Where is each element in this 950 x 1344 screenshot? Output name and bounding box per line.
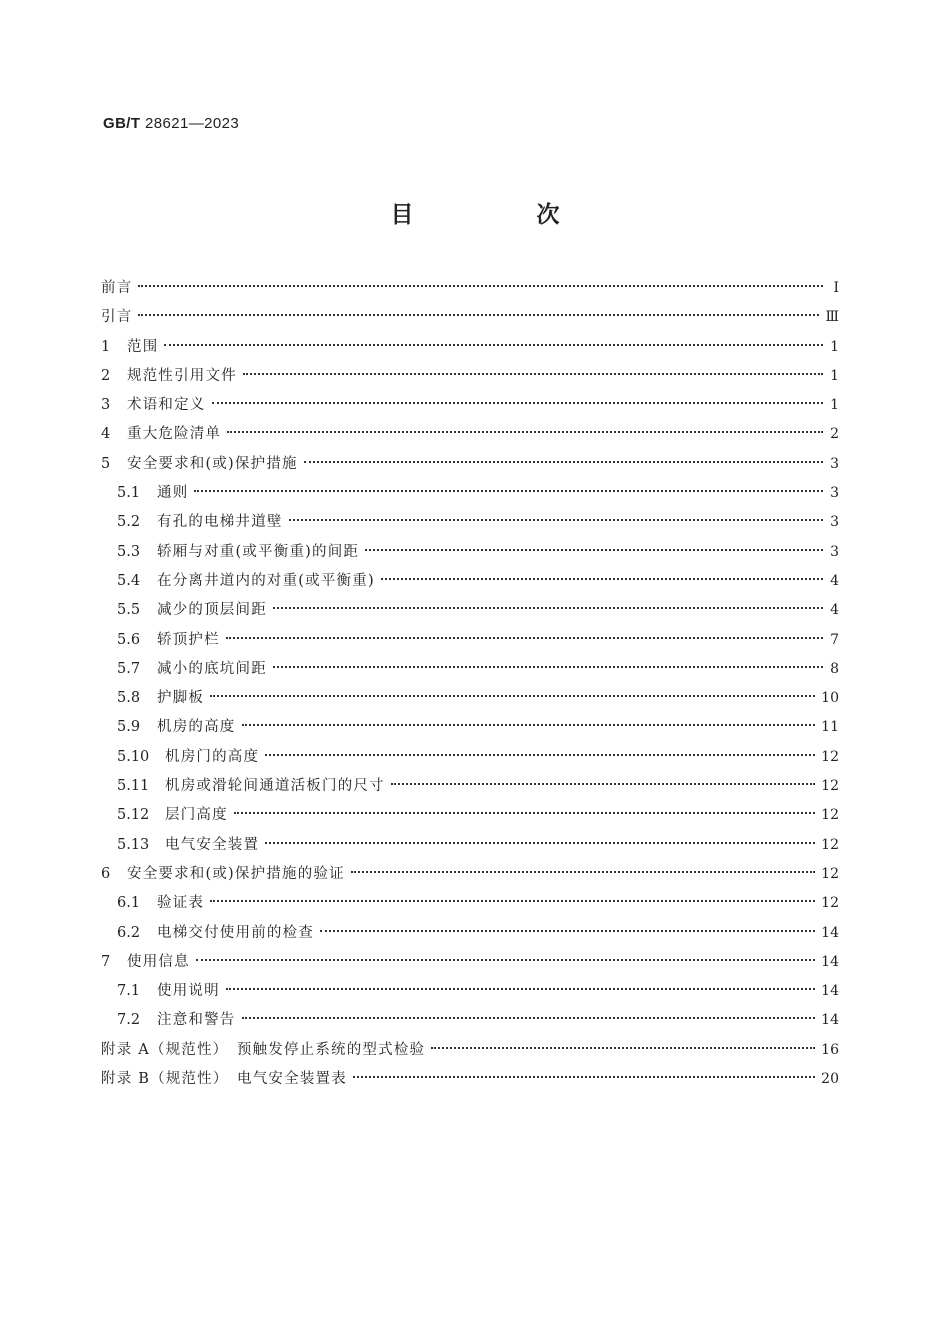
toc-entry-page: 4 — [830, 572, 839, 589]
dot-leader — [242, 1017, 816, 1019]
dot-leader — [138, 314, 819, 316]
standard-prefix: GB/T — [103, 115, 141, 132]
toc-entry-number: 7.1 — [117, 983, 141, 1000]
toc-entry-number: 5.1 — [117, 485, 141, 502]
toc-entry[interactable] — [101, 860, 839, 889]
toc-entry-page: 3 — [830, 485, 839, 502]
toc-entry-number: 6.1 — [117, 895, 141, 912]
toc-entry[interactable] — [101, 1006, 839, 1035]
toc-entry-number: 5.10 — [117, 748, 150, 765]
dot-leader — [431, 1047, 815, 1049]
toc-entry-page: 14 — [821, 953, 839, 970]
toc-entry[interactable] — [101, 508, 839, 537]
toc-entry-number: 5.6 — [117, 631, 141, 648]
toc-entry-title: 机房的高度 — [157, 719, 236, 736]
toc-entry[interactable] — [101, 713, 839, 742]
toc-entry-title: 电梯交付使用前的检查 — [157, 924, 314, 941]
toc-entry-page: 1 — [830, 367, 839, 384]
toc-entry-number: 1 — [101, 338, 111, 355]
toc-entry[interactable] — [101, 948, 839, 977]
toc-entry[interactable] — [101, 1036, 839, 1065]
dot-leader — [265, 754, 815, 756]
dot-leader — [391, 783, 815, 785]
toc-entry-title: 附录 B（规范性） 电气安全装置表 — [101, 1071, 347, 1088]
toc-entry-title: 安全要求和(或)保护措施的验证 — [127, 865, 345, 882]
toc-entry[interactable] — [101, 684, 839, 713]
toc-entry-title: 减少的顶层间距 — [157, 602, 267, 619]
dot-leader — [365, 549, 823, 551]
toc-entry-page: 2 — [830, 426, 839, 443]
toc-entry-page: 10 — [821, 690, 839, 707]
toc-entry[interactable] — [101, 303, 839, 332]
dot-leader — [227, 431, 823, 433]
toc-entry-page: 14 — [821, 924, 839, 941]
dot-leader — [273, 666, 823, 668]
dot-leader — [304, 461, 823, 463]
toc-entry-page: 7 — [830, 631, 839, 648]
dot-leader — [210, 695, 815, 697]
toc-entry-number: 5.2 — [117, 514, 141, 531]
toc-entry-title: 层门高度 — [165, 807, 228, 824]
toc-entry-number: 5.8 — [117, 690, 141, 707]
toc-entry-page: 20 — [821, 1071, 839, 1088]
toc-entry-page: 1 — [830, 338, 839, 355]
dot-leader — [243, 373, 823, 375]
toc-entry[interactable] — [101, 567, 839, 596]
toc-entry-page: 12 — [821, 895, 839, 912]
toc-entry-number: 2 — [101, 367, 111, 384]
toc-entry[interactable] — [101, 977, 839, 1006]
toc-entry-number: 5.13 — [117, 836, 150, 853]
toc-entry[interactable] — [101, 450, 839, 479]
toc-entry-page: 12 — [821, 865, 839, 882]
toc-entry-page: 3 — [830, 514, 839, 531]
toc-entry-page: 3 — [830, 455, 839, 472]
toc-entry-title: 验证表 — [157, 895, 205, 912]
toc-entry-title: 在分离井道内的对重(或平衡重) — [157, 572, 375, 589]
standard-code: 28621—2023 — [145, 115, 240, 132]
toc-entry-title: 前言 — [101, 280, 133, 296]
dot-leader — [273, 607, 823, 609]
toc-entry-title: 附录 A（规范性） 预触发停止系统的型式检验 — [101, 1041, 426, 1058]
toc-entry-title: 安全要求和(或)保护措施 — [127, 455, 298, 472]
toc-entry-number: 5.12 — [117, 807, 150, 824]
toc-entry[interactable] — [101, 538, 839, 567]
toc-entry[interactable] — [101, 391, 839, 420]
toc-entry-page: 4 — [830, 602, 839, 619]
toc-entry-page: 12 — [821, 807, 839, 824]
toc-entry[interactable] — [101, 1065, 839, 1094]
toc-entry-number: 3 — [101, 397, 111, 414]
toc-entry-page: 12 — [821, 778, 839, 795]
toc-entry-number: 5 — [101, 455, 111, 472]
toc-entry-title: 电气安全装置 — [165, 836, 260, 853]
toc-entry[interactable] — [101, 420, 839, 449]
toc-entry-title: 范围 — [127, 338, 159, 355]
toc-entry[interactable] — [101, 801, 839, 830]
toc-entry-title: 注意和警告 — [157, 1012, 236, 1029]
toc-entry-page: 14 — [821, 1012, 839, 1029]
toc-entry-title: 规范性引用文件 — [127, 367, 237, 384]
toc-entry-page: 12 — [821, 836, 839, 853]
toc-entry-title: 使用信息 — [127, 953, 190, 970]
dot-leader — [353, 1076, 815, 1078]
toc-entry-title: 轿厢与对重(或平衡重)的间距 — [157, 543, 360, 560]
toc-entry-page: 3 — [830, 543, 839, 560]
page-title: 目 次 — [390, 202, 610, 228]
toc-entry-title: 护脚板 — [157, 690, 205, 707]
toc-entry[interactable] — [101, 655, 839, 684]
toc-entry-number: 5.9 — [117, 719, 141, 736]
dot-leader — [226, 988, 815, 990]
toc-entry-title: 减小的底坑间距 — [157, 660, 267, 677]
toc-entry[interactable] — [101, 919, 839, 948]
toc-entry-title: 引言 — [101, 309, 133, 326]
toc-entry-title: 术语和定义 — [127, 397, 206, 414]
toc-entry-number: 5.5 — [117, 602, 141, 619]
toc-entry[interactable] — [101, 333, 839, 362]
table-of-contents — [101, 274, 839, 1094]
dot-leader — [164, 344, 823, 346]
dot-leader — [265, 842, 815, 844]
dot-leader — [234, 812, 815, 814]
toc-entry[interactable] — [101, 362, 839, 391]
toc-entry[interactable] — [101, 479, 839, 508]
toc-entry-title: 机房或滑轮间通道活板门的尺寸 — [165, 778, 385, 795]
dot-leader — [138, 285, 823, 287]
toc-entry-title: 轿顶护栏 — [157, 631, 220, 648]
toc-entry-page: 16 — [821, 1041, 839, 1058]
toc-entry-number: 6.2 — [117, 924, 141, 941]
toc-entry[interactable] — [101, 596, 839, 625]
dot-leader — [381, 578, 823, 580]
dot-leader — [212, 402, 824, 404]
standard-number — [103, 115, 239, 132]
toc-entry-page: Ⅰ — [833, 280, 839, 296]
toc-entry-page: 8 — [830, 660, 839, 677]
toc-entry[interactable] — [101, 772, 839, 801]
dot-leader — [210, 900, 815, 902]
dot-leader — [196, 959, 815, 961]
toc-entry-number: 5.7 — [117, 660, 141, 677]
toc-entry-title: 通则 — [157, 485, 189, 502]
toc-entry[interactable] — [101, 889, 839, 918]
toc-entry-page: 12 — [821, 748, 839, 765]
toc-entry-page: 14 — [821, 983, 839, 1000]
toc-entry[interactable] — [101, 743, 839, 772]
toc-entry-number: 7.2 — [117, 1012, 141, 1029]
dot-leader — [351, 871, 815, 873]
toc-entry-page: Ⅲ — [825, 309, 839, 326]
toc-entry-page: 1 — [830, 397, 839, 414]
toc-entry[interactable] — [101, 274, 839, 303]
toc-entry-title: 使用说明 — [157, 983, 220, 1000]
toc-entry-page: 11 — [821, 719, 839, 736]
toc-entry[interactable] — [101, 831, 839, 860]
toc-entry-title: 有孔的电梯井道壁 — [157, 514, 283, 531]
dot-leader — [194, 490, 823, 492]
toc-entry-number: 5.11 — [117, 778, 150, 795]
dot-leader — [242, 724, 816, 726]
toc-entry-title: 重大危险清单 — [127, 426, 222, 443]
toc-entry-number: 5.4 — [117, 572, 141, 589]
toc-entry-title: 机房门的高度 — [165, 748, 260, 765]
toc-entry-number: 4 — [101, 426, 111, 443]
toc-entry[interactable] — [101, 626, 839, 655]
dot-leader — [320, 930, 815, 932]
toc-entry-number: 7 — [101, 953, 111, 970]
toc-entry-number: 5.3 — [117, 543, 141, 560]
toc-entry-number: 6 — [101, 865, 111, 882]
dot-leader — [226, 637, 823, 639]
dot-leader — [289, 519, 823, 521]
